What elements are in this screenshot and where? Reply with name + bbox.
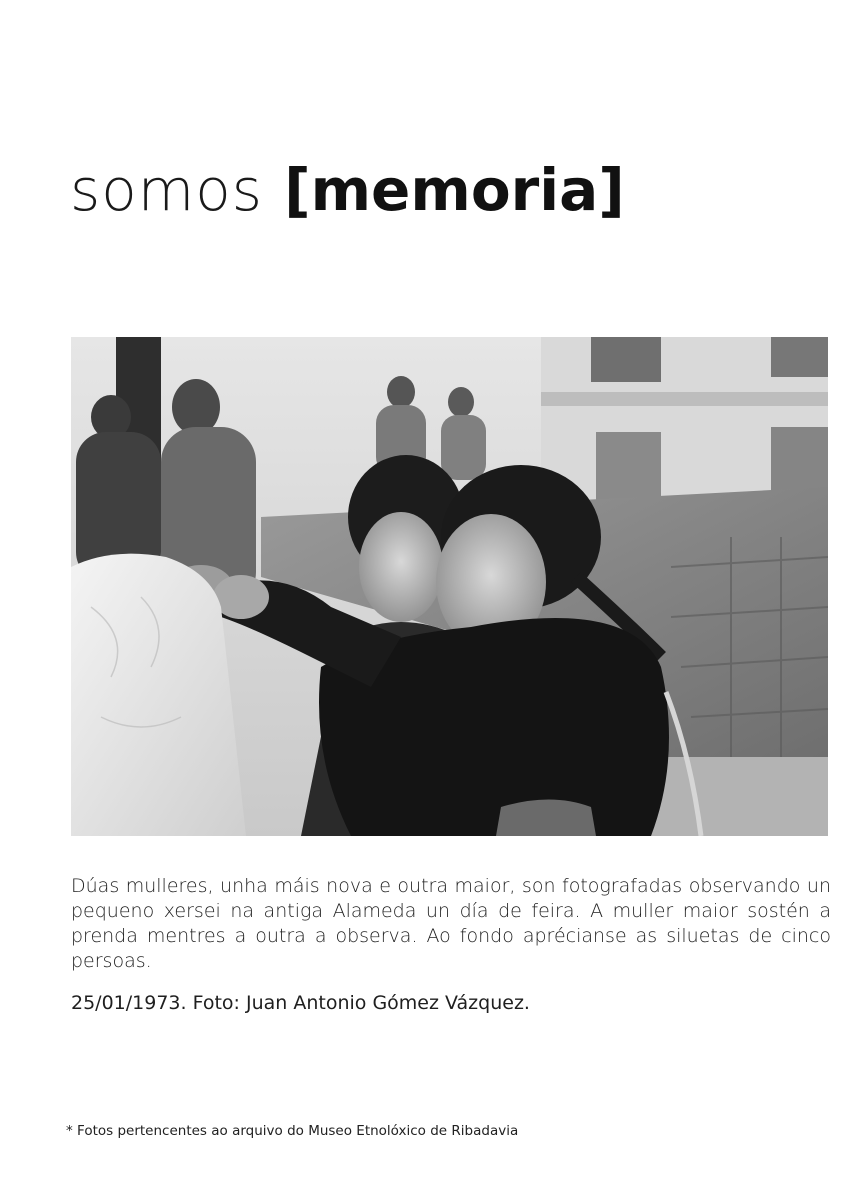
title-light: somos [70, 156, 263, 224]
archive-photo [71, 337, 828, 836]
page-title [70, 150, 625, 230]
title-bold: [memoria] [284, 156, 625, 224]
archive-footnote: * Fotos pertencentes ao arquivo do Museo Etnolóxico de Ribadavia [66, 1123, 519, 1139]
photo-caption: Dúas mulleres, unha máis nova e outra maior, son fotografadas observando un pequeno xersei na antiga Alameda un día de feira. A muller maior sostén a prenda mentres a outra a observa. Ao fondo aprécianse as siluetas de cinco persoas. [71, 875, 831, 972]
photo-illustration [71, 337, 828, 836]
photo-credit: 25/01/1973. Foto: Juan Antonio Gómez Vázquez. [71, 992, 530, 1014]
